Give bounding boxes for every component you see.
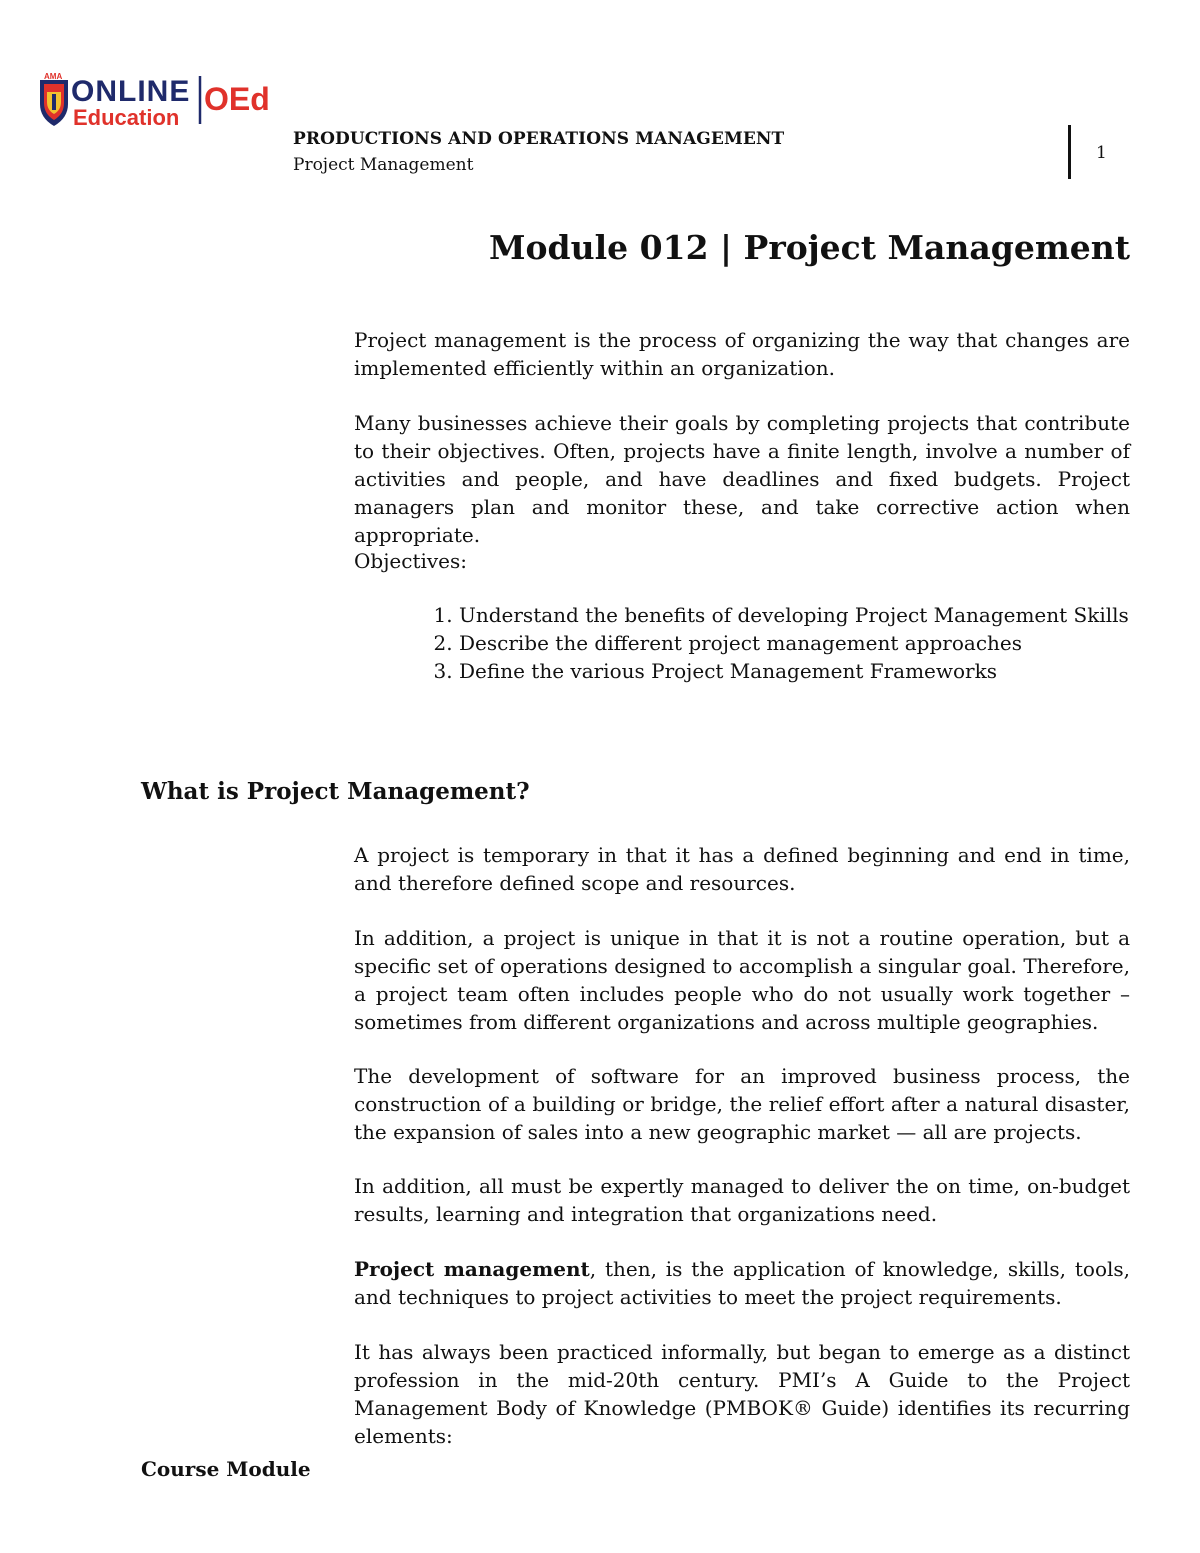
objective-item: 3. Define the various Project Management Frameworks bbox=[459, 657, 1179, 685]
module-title: Module 012 | Project Management bbox=[489, 228, 1130, 267]
section-text-2: In addition, a project is unique in that it is not a routine operation, but a specific set of operations designed to accomplish a singular goal. Therefore, a project team often includes people who do not usually work together – sometimes from different organizations and across multiple geographies. bbox=[354, 926, 1130, 1034]
crest-icon bbox=[40, 80, 68, 126]
objectives-list bbox=[354, 601, 1179, 685]
section-paragraph-2 bbox=[354, 924, 1130, 1036]
objective-item: 1. Understand the benefits of developing Project Management Skills bbox=[459, 601, 1179, 629]
svg-text:OEd: OEd bbox=[204, 81, 270, 117]
section-heading: What is Project Management? bbox=[141, 778, 530, 805]
section-text-6: It has always been practiced informally, but began to emerge as a distinct profession in the mid-20th century. PMI’s A Guide to the Project Management Body of Knowledge (PMBOK® Guide) identifies its recurring elements: bbox=[354, 1340, 1130, 1448]
intro-text-1: Project management is the process of organizing the way that changes are implemented efficiently within an organization. bbox=[354, 328, 1130, 380]
objective-item: 2. Describe the different project management approaches bbox=[459, 629, 1179, 657]
section-paragraph-4 bbox=[354, 1172, 1130, 1228]
section-text-4: In addition, all must be expertly managed to deliver the on time, on-budget results, learning and integration that organizations need. bbox=[354, 1174, 1130, 1226]
section-paragraph-6 bbox=[354, 1338, 1130, 1450]
section-paragraph-5 bbox=[354, 1255, 1130, 1311]
intro-paragraph-1 bbox=[354, 326, 1130, 382]
svg-text:AMA: AMA bbox=[44, 72, 63, 81]
section-paragraph-3 bbox=[354, 1062, 1130, 1146]
intro-text-2: Many businesses achieve their goals by completing projects that contribute to their objectives. Often, projects have a finite length, involve a number of activities and people, and have deadlines and fixed budgets. Project managers plan and monitor these, and take corrective action when appropriate. bbox=[354, 411, 1130, 547]
intro-paragraph-2 bbox=[354, 409, 1130, 549]
section-text-3: The development of software for an improved business process, the construction of a building or bridge, the relief effort after a natural disaster, the expansion of sales into a new geographic market — all are projects. bbox=[354, 1064, 1130, 1144]
page-number: 1 bbox=[1096, 143, 1107, 163]
section-paragraph-1 bbox=[354, 841, 1130, 897]
footer-course-module: Course Module bbox=[141, 1457, 311, 1481]
section-text-1: A project is temporary in that it has a defined beginning and end in time, and therefore defined scope and resources. bbox=[354, 843, 1130, 895]
section-text-5 bbox=[354, 1255, 1130, 1311]
header-divider bbox=[1068, 125, 1071, 179]
term-project-management: Project management bbox=[354, 1257, 590, 1281]
svg-text:Education: Education bbox=[73, 105, 180, 130]
online-education-logo bbox=[36, 70, 276, 130]
course-subtitle: Project Management bbox=[293, 155, 474, 175]
svg-text:ONLINE: ONLINE bbox=[71, 75, 191, 108]
objectives-label: Objectives: bbox=[354, 549, 468, 573]
definition-text: , then, is the application of knowledge, skills, tools, and techniques to project activities to meet the project requirements. bbox=[354, 1257, 1131, 1309]
course-title: PRODUCTIONS AND OPERATIONS MANAGEMENT bbox=[293, 129, 785, 149]
